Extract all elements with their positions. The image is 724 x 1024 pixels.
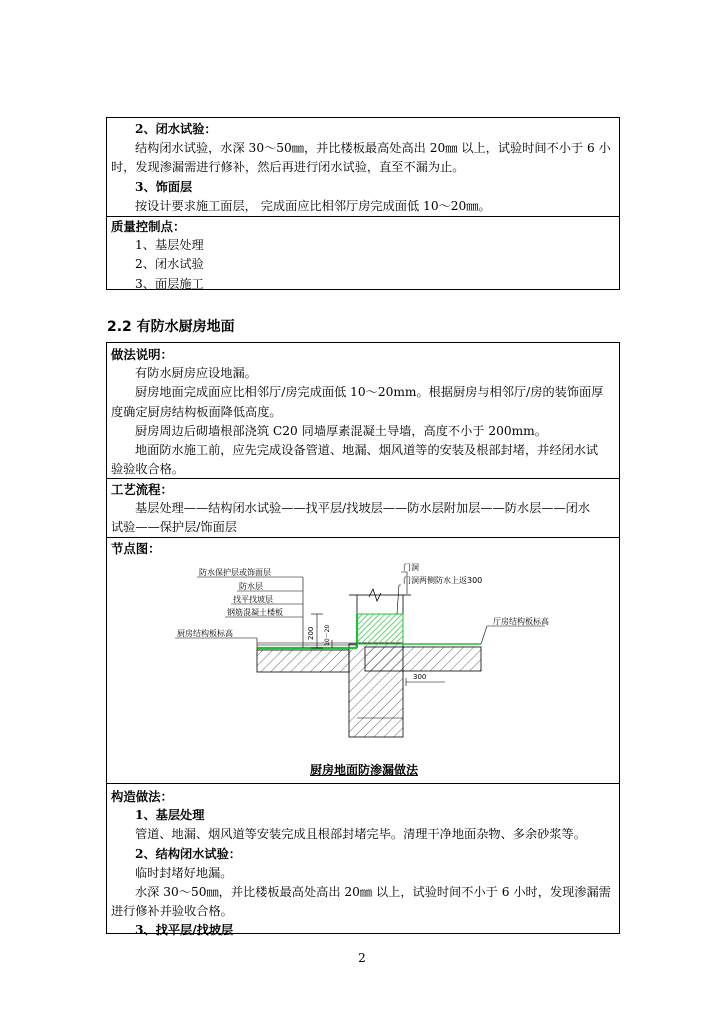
qc-heading: 质量控制点：	[111, 219, 186, 234]
node-figure	[107, 558, 619, 803]
dim-10-20: 10～20	[324, 624, 331, 647]
c1-heading: 1、基层处理	[135, 808, 205, 823]
c3-heading: 3、找平层/找坡层	[135, 923, 234, 938]
kitchen-floor-diagram	[107, 558, 621, 758]
page-number: 2	[358, 951, 366, 965]
table-closed-water-test	[106, 117, 620, 290]
table1-row-steps	[107, 118, 619, 217]
figure-caption: 厨房地面防渗漏做法	[309, 763, 418, 778]
label-kitchen-mark: 厨房结构板标高	[177, 629, 233, 639]
column	[349, 644, 403, 737]
label-hall-mark: 厅房结构板标高	[493, 617, 549, 627]
method-heading: 做法说明：	[111, 347, 173, 362]
s3-line1: 按设计要求施工面层， 完成面应比相邻厅房完成面低 10～20㎜。	[135, 198, 491, 213]
node-heading: 节点图：	[111, 541, 161, 556]
waterproof-upturn	[357, 614, 403, 644]
process-heading: 工艺流程：	[111, 482, 173, 497]
table2-row-construction	[107, 784, 619, 941]
label-door: 门洞	[403, 563, 419, 573]
qc-item: 2、闭水试验	[135, 257, 204, 272]
label-leveling: 找平找坡层	[233, 595, 273, 605]
c2-line1: 临时封堵好地漏。	[135, 865, 233, 880]
process-line: 基层处理——结构闭水试验——找平层/找坡层——防水层附加层——防水层——闭水	[135, 501, 591, 516]
process-line: 试验——保护层/饰面层	[111, 520, 237, 535]
c2-heading: 2、结构闭水试验：	[135, 846, 241, 861]
table2-row-method	[107, 343, 619, 479]
c1-line: 管道、地漏、烟风道等安装完成且根部封堵完毕。清理干净地面杂物、多余砂浆等。	[135, 827, 586, 842]
s2-heading: 2、闭水试验：	[135, 122, 217, 136]
kitchen-slab	[257, 650, 349, 672]
qc-item: 1、基层处理	[135, 238, 204, 253]
section-title: 2.2 有防水厨房地面	[107, 319, 235, 335]
s2-line2: 时，发现渗漏需进行修补，然后再进行闭水试验，直至不漏为止。	[111, 160, 465, 175]
s2-line1: 结构闭水试验，水深 30～50㎜，并比楼板最高处高出 20㎜ 以上，试验时间不小于 6 小	[135, 141, 611, 156]
dim-200: 200	[307, 626, 315, 641]
c2-line3: 进行修补并验收合格。	[111, 904, 233, 919]
label-door-note: 门洞两侧防水上返300	[403, 576, 483, 586]
label-slab: 钢筋混凝土楼板	[227, 608, 283, 618]
table2-row-process	[107, 479, 619, 538]
method-line: 地面防水施工前，应先完成设备管道、地漏、烟风道等的安装及根部封堵，并经闭水试	[135, 443, 599, 458]
method-line: 度确定厨房结构板面降低高度。	[111, 404, 282, 419]
qc-item: 3、面层施工	[135, 276, 204, 291]
method-line: 验验收合格。	[111, 462, 185, 477]
label-protect: 防水保护层或饰面层	[199, 568, 271, 578]
table-kitchen-floor	[106, 342, 620, 938]
method-line: 有防水厨房应设地漏。	[135, 366, 257, 381]
dim-300: 300	[413, 673, 427, 682]
c2-line2: 水深 30～50㎜，并比楼板最高处高出 20㎜ 以上，试验时间不小于 6 小时，发现渗漏需	[135, 885, 611, 900]
label-waterproof: 防水层	[239, 582, 263, 592]
const-heading: 构造做法：	[111, 789, 173, 804]
table1-row-qc	[107, 217, 619, 294]
method-line: 厨房周边后砌墙根部浇筑 C20 同墙厚素混凝土导墙，高度不小于 200mm。	[135, 423, 547, 438]
s3-heading: 3、饰面层	[135, 179, 193, 194]
table2-row-node	[107, 538, 619, 784]
method-line: 厨房地面完成面应比相邻厅/房完成面低 10～20mm。根据厨房与相邻厅/房的装饰面厚	[135, 385, 604, 400]
